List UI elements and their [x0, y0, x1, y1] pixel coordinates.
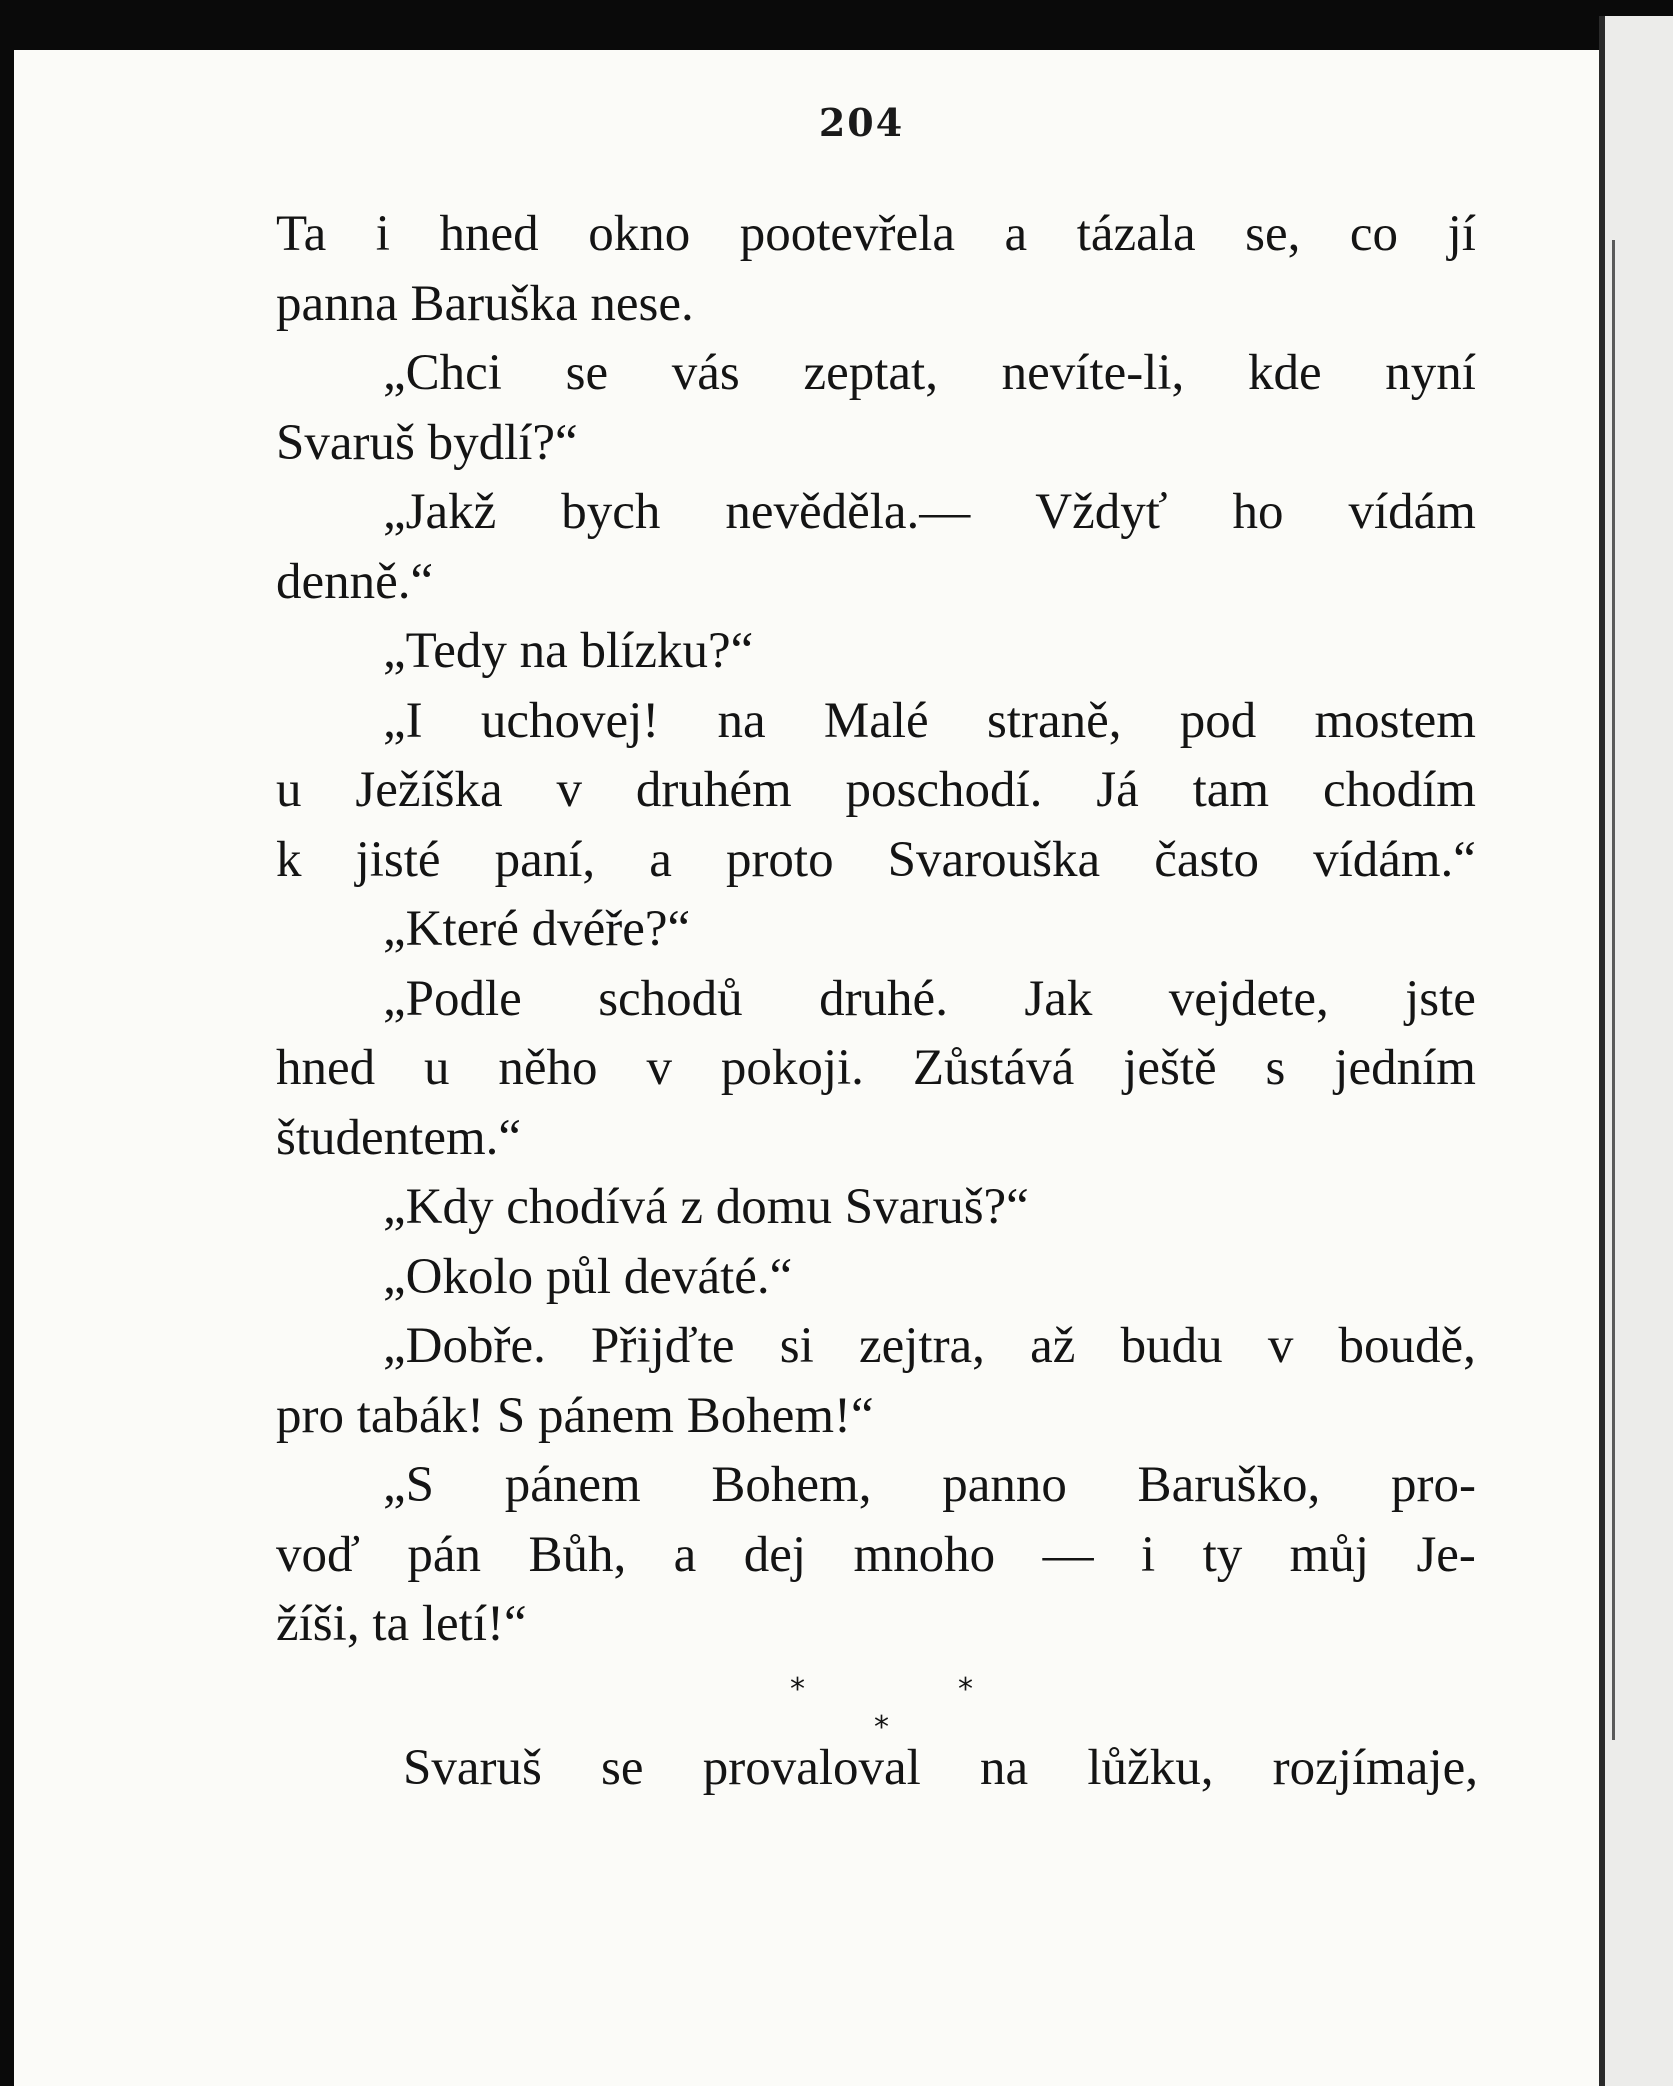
word: lůžku, — [1087, 1740, 1214, 1796]
word: se — [601, 1740, 644, 1796]
word: u — [276, 762, 302, 818]
word: Zůstává — [912, 1040, 1075, 1096]
word: Ježíška — [355, 762, 503, 818]
word: pro- — [1391, 1457, 1476, 1513]
word: „Podle — [383, 970, 522, 1027]
body-text — [276, 200, 1476, 1660]
word: „Chci — [383, 345, 502, 401]
word: „S — [383, 1457, 434, 1513]
word: hned — [439, 206, 539, 262]
page-edge-line — [1612, 240, 1615, 1740]
text-line-10 — [276, 826, 1476, 896]
word: nevíte-li, — [1001, 345, 1185, 401]
separator-star-left: * — [790, 1672, 805, 1707]
word: „Dobře. — [383, 1318, 546, 1374]
word: budu — [1120, 1318, 1223, 1374]
word: boudě, — [1338, 1318, 1476, 1374]
text-line-1 — [276, 200, 1476, 270]
word: hned — [276, 1040, 376, 1096]
word: a — [673, 1526, 697, 1583]
word: „Jakž — [383, 484, 497, 540]
text-line-14: študentem.“ — [276, 1109, 522, 1166]
word: a — [1004, 206, 1028, 262]
word: bych — [561, 484, 661, 540]
word: pán — [407, 1526, 482, 1583]
text-line-3 — [276, 339, 1476, 409]
text-line-19 — [276, 1451, 1476, 1521]
text-line-20 — [276, 1521, 1476, 1591]
word: tam — [1192, 762, 1270, 818]
separator-star-bottom: * — [874, 1710, 889, 1745]
word: „I — [383, 692, 423, 749]
page-number — [0, 100, 1673, 145]
word: jedním — [1334, 1040, 1476, 1096]
word: vídám — [1348, 484, 1476, 540]
word: zejtra, — [858, 1318, 985, 1374]
word: zeptat, — [803, 345, 938, 401]
word: i — [375, 206, 390, 262]
text-line-2: panna Baruška nese. — [276, 275, 694, 332]
separator-star-right: * — [958, 1672, 973, 1707]
text-line-13 — [276, 1034, 1476, 1104]
text-line-5 — [276, 478, 1476, 548]
word: pokoji. — [720, 1040, 864, 1096]
word: — — [1042, 1526, 1094, 1583]
word: vás — [671, 345, 740, 401]
word: se, — [1245, 206, 1301, 262]
word: proto — [725, 831, 834, 888]
text-line-16: „Okolo půl deváté.“ — [383, 1248, 793, 1305]
word: něho — [498, 1040, 598, 1096]
word: rozjímaje, — [1272, 1740, 1478, 1796]
word: straně, — [986, 692, 1122, 749]
word: pootevřela — [739, 206, 955, 262]
text-line-12 — [276, 965, 1476, 1035]
word: často — [1154, 831, 1259, 888]
word: Vždyť — [1035, 484, 1168, 540]
text-line-7: „Tedy na blízku?“ — [383, 623, 754, 679]
word: Svarouška — [887, 831, 1101, 888]
word: jste — [1405, 970, 1476, 1027]
word: v — [1267, 1318, 1294, 1374]
word: pánem — [504, 1457, 641, 1513]
word: s — [1265, 1040, 1286, 1096]
word: schodů — [598, 970, 743, 1027]
word: provaloval — [702, 1740, 921, 1796]
text-line-15: „Kdy chodívá z domu Svaruš?“ — [383, 1179, 1029, 1235]
word: vídám.“ — [1313, 831, 1476, 888]
word: Ta — [276, 206, 327, 262]
word: jí — [1447, 206, 1476, 262]
word: Je- — [1416, 1526, 1476, 1583]
word: mnoho — [853, 1526, 996, 1583]
word: u — [424, 1040, 450, 1096]
word: jisté — [355, 831, 441, 888]
word: ty — [1202, 1526, 1243, 1583]
word: na — [717, 692, 766, 749]
text-line-9 — [276, 756, 1476, 826]
word: chodím — [1322, 762, 1476, 818]
word: poschodí. — [845, 762, 1043, 818]
word: uchovej! — [480, 692, 660, 749]
word: v — [646, 1040, 672, 1096]
text-line-11: „Které dvéře?“ — [383, 901, 691, 957]
word: tázala — [1076, 206, 1196, 262]
word: dej — [743, 1526, 807, 1583]
word: k — [276, 831, 302, 888]
word: paní, — [494, 831, 596, 888]
word: až — [1030, 1318, 1076, 1374]
word: vejdete, — [1168, 970, 1329, 1027]
word: můj — [1289, 1526, 1370, 1583]
word: Svaruš — [403, 1740, 542, 1796]
text-line-22 — [403, 1734, 1478, 1804]
word: Já — [1096, 762, 1139, 818]
word: druhé. — [819, 970, 948, 1027]
word: v — [556, 762, 582, 818]
word: se — [565, 345, 609, 401]
text-line-6: denně.“ — [276, 553, 434, 610]
text-line-17 — [276, 1312, 1476, 1382]
word: ho — [1232, 484, 1284, 540]
word: si — [779, 1318, 814, 1374]
page-gutter-shadow — [1599, 16, 1605, 2086]
word: Baruško, — [1137, 1457, 1321, 1513]
text-line-18: pro tabák! S pánem Bohem!“ — [276, 1387, 874, 1444]
word: nevěděla.— — [725, 484, 971, 540]
word: kde — [1247, 345, 1322, 401]
facing-page-edge — [1599, 16, 1673, 2086]
page-number-text: 204 — [818, 100, 905, 145]
word: ještě — [1123, 1040, 1217, 1096]
word: Bohem, — [711, 1457, 872, 1513]
word: Jak — [1024, 970, 1093, 1027]
word: Bůh, — [528, 1526, 627, 1583]
word: na — [980, 1740, 1029, 1796]
word: nyní — [1385, 345, 1476, 401]
word: okno — [588, 206, 691, 262]
word: voď — [276, 1526, 360, 1583]
word: pod — [1179, 692, 1257, 749]
word: i — [1140, 1526, 1156, 1583]
word: a — [649, 831, 672, 888]
text-line-4: Svaruš bydlí?“ — [276, 414, 578, 471]
text-line-8 — [276, 687, 1476, 757]
word: druhém — [635, 762, 792, 818]
word: Malé — [823, 692, 929, 749]
word: co — [1349, 206, 1399, 262]
word: Přijďte — [591, 1318, 735, 1374]
word: mostem — [1314, 692, 1476, 749]
word: panno — [942, 1457, 1067, 1513]
text-line-21: žíši, ta letí!“ — [276, 1596, 527, 1652]
